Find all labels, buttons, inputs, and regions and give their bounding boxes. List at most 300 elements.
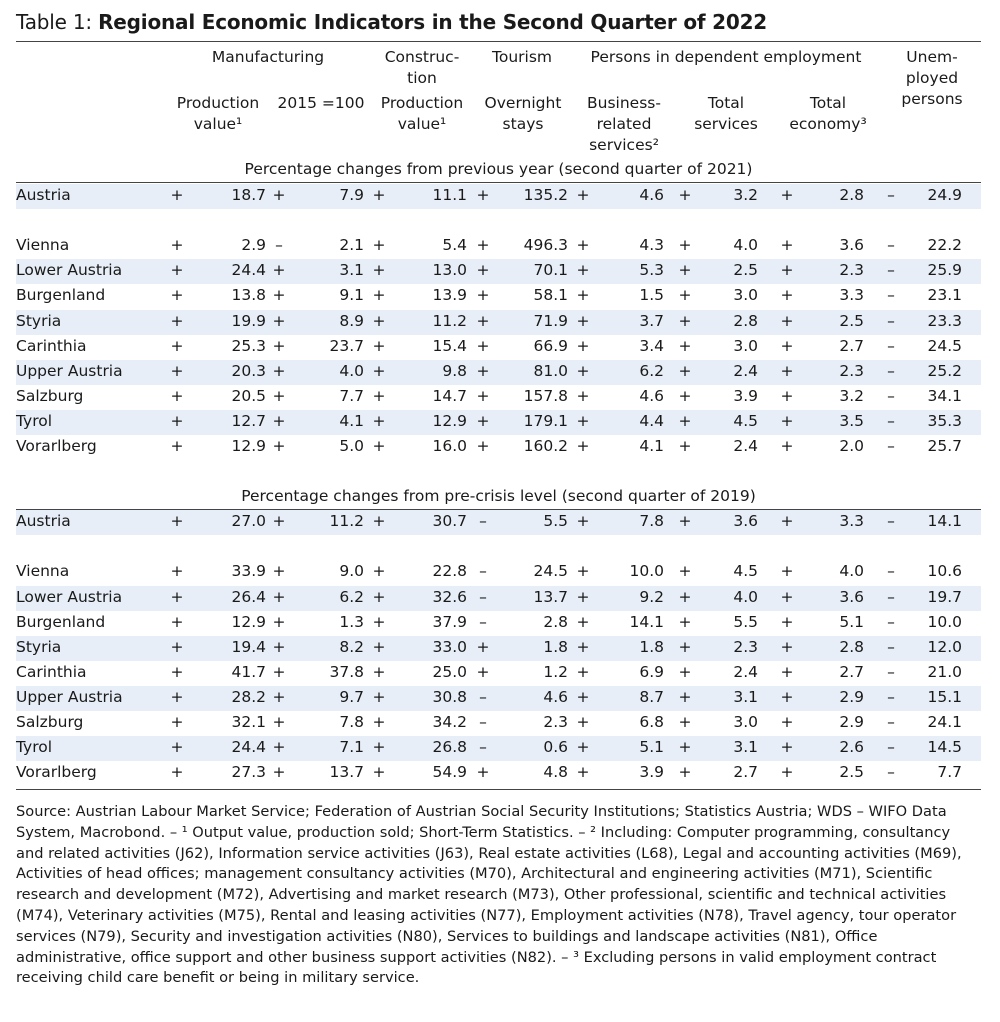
header-services-line1: Total bbox=[707, 94, 745, 112]
cell-value: 6.2 bbox=[339, 588, 364, 606]
cell-sign: – bbox=[887, 387, 895, 405]
cell-value: 25.0 bbox=[432, 663, 467, 681]
cell-sign: + bbox=[272, 562, 286, 580]
cell-value: 32.1 bbox=[231, 713, 266, 731]
table-row bbox=[16, 510, 981, 535]
cell-sign: + bbox=[476, 412, 490, 430]
cell-sign: + bbox=[576, 261, 590, 279]
header-business-line1: Business- bbox=[587, 94, 661, 112]
header-construction-value-line1: Production bbox=[380, 94, 464, 112]
cell-value: 7.8 bbox=[339, 713, 364, 731]
cell-value: 8.9 bbox=[339, 312, 364, 330]
cell-value: 66.9 bbox=[533, 337, 568, 355]
cell-sign: + bbox=[576, 437, 590, 455]
cell-sign: + bbox=[678, 613, 692, 631]
cell-value: 2.8 bbox=[839, 186, 864, 204]
table-row bbox=[16, 586, 981, 611]
header-unemployed-line1: Unem- bbox=[906, 48, 958, 66]
cell-value: 32.6 bbox=[432, 588, 467, 606]
header-economy-line2: economy³ bbox=[789, 115, 867, 133]
cell-value: 5.4 bbox=[442, 236, 467, 254]
cell-sign: + bbox=[576, 337, 590, 355]
cell-value: 14.7 bbox=[432, 387, 467, 405]
cell-value: 3.2 bbox=[733, 186, 758, 204]
cell-value: 4.8 bbox=[543, 763, 568, 781]
cell-sign: + bbox=[372, 588, 386, 606]
header-construction-value-line2: value¹ bbox=[397, 115, 447, 133]
cell-sign: + bbox=[678, 387, 692, 405]
cell-sign: + bbox=[372, 613, 386, 631]
table-row bbox=[16, 310, 981, 335]
cell-value: 16.0 bbox=[432, 437, 467, 455]
region-label: Burgenland bbox=[16, 286, 106, 304]
cell-value: 37.8 bbox=[329, 663, 364, 681]
cell-sign: – bbox=[887, 412, 895, 430]
table-title bbox=[16, 10, 767, 34]
cell-value: 2.3 bbox=[839, 261, 864, 279]
cell-sign: + bbox=[780, 638, 794, 656]
cell-sign: – bbox=[887, 763, 895, 781]
cell-sign: – bbox=[887, 613, 895, 631]
cell-value: 6.8 bbox=[639, 713, 664, 731]
cell-sign: + bbox=[372, 562, 386, 580]
cell-value: 2.4 bbox=[733, 437, 758, 455]
cell-value: 4.0 bbox=[733, 236, 758, 254]
region-label: Vienna bbox=[16, 236, 70, 254]
region-label: Upper Austria bbox=[16, 362, 123, 380]
cell-sign: + bbox=[678, 588, 692, 606]
cell-sign: – bbox=[887, 337, 895, 355]
header-economy-line1: Total bbox=[809, 94, 847, 112]
table-row bbox=[16, 410, 981, 435]
cell-sign: + bbox=[576, 738, 590, 756]
table-row bbox=[16, 335, 981, 360]
cell-value: 3.0 bbox=[733, 286, 758, 304]
header-tourism: Tourism bbox=[492, 48, 552, 66]
region-label: Austria bbox=[16, 186, 71, 204]
cell-sign: + bbox=[372, 437, 386, 455]
cell-sign: + bbox=[372, 738, 386, 756]
cell-sign: – bbox=[887, 186, 895, 204]
cell-sign: – bbox=[887, 562, 895, 580]
header-total-economy bbox=[778, 93, 878, 135]
cell-sign: + bbox=[780, 236, 794, 254]
bottom-rule bbox=[16, 789, 981, 790]
cell-sign: + bbox=[678, 437, 692, 455]
header-business-line3: services² bbox=[589, 136, 659, 154]
cell-value: 2.4 bbox=[733, 663, 758, 681]
cell-sign: + bbox=[576, 412, 590, 430]
cell-value: 2.9 bbox=[839, 688, 864, 706]
cell-sign: – bbox=[887, 437, 895, 455]
cell-value: 3.9 bbox=[639, 763, 664, 781]
cell-value: 3.1 bbox=[733, 738, 758, 756]
cell-sign: + bbox=[272, 387, 286, 405]
cell-value: 3.0 bbox=[733, 713, 758, 731]
cell-value: 3.2 bbox=[839, 387, 864, 405]
cell-value: 14.1 bbox=[629, 613, 664, 631]
cell-sign: + bbox=[170, 738, 184, 756]
cell-sign: + bbox=[576, 286, 590, 304]
cell-sign: + bbox=[780, 362, 794, 380]
cell-value: 13.8 bbox=[231, 286, 266, 304]
table-row bbox=[16, 736, 981, 761]
cell-value: 2.7 bbox=[733, 763, 758, 781]
cell-sign: + bbox=[678, 562, 692, 580]
cell-sign: + bbox=[372, 286, 386, 304]
header-production-value-line2: value¹ bbox=[193, 115, 243, 133]
cell-sign: + bbox=[372, 236, 386, 254]
cell-sign: – bbox=[887, 588, 895, 606]
cell-sign: + bbox=[170, 638, 184, 656]
header-construction-line1: Construc- bbox=[384, 48, 460, 66]
cell-value: 135.2 bbox=[523, 186, 568, 204]
cell-sign: + bbox=[476, 763, 490, 781]
region-label: Lower Austria bbox=[16, 261, 123, 279]
cell-sign: + bbox=[272, 713, 286, 731]
header-construction bbox=[372, 47, 472, 89]
cell-value: 157.8 bbox=[523, 387, 568, 405]
table-row bbox=[16, 435, 981, 460]
cell-sign: – bbox=[887, 236, 895, 254]
cell-sign: + bbox=[272, 763, 286, 781]
cell-sign: + bbox=[576, 763, 590, 781]
cell-value: 37.9 bbox=[432, 613, 467, 631]
cell-sign: + bbox=[372, 337, 386, 355]
cell-sign: + bbox=[576, 688, 590, 706]
table-row bbox=[16, 234, 981, 259]
cell-sign: + bbox=[780, 261, 794, 279]
cell-value: 12.0 bbox=[927, 638, 962, 656]
cell-sign: + bbox=[476, 337, 490, 355]
cell-value: 12.9 bbox=[432, 412, 467, 430]
cell-sign: – bbox=[887, 663, 895, 681]
region-label: Austria bbox=[16, 512, 71, 530]
cell-value: 2.1 bbox=[339, 236, 364, 254]
cell-value: 25.2 bbox=[927, 362, 962, 380]
cell-value: 15.1 bbox=[927, 688, 962, 706]
cell-sign: + bbox=[372, 387, 386, 405]
cell-sign: + bbox=[678, 663, 692, 681]
cell-value: 27.3 bbox=[231, 763, 266, 781]
cell-sign: – bbox=[275, 236, 283, 254]
region-label: Carinthia bbox=[16, 337, 87, 355]
cell-value: 1.3 bbox=[339, 613, 364, 631]
cell-value: 5.1 bbox=[839, 613, 864, 631]
table-row bbox=[16, 611, 981, 636]
cell-value: 26.4 bbox=[231, 588, 266, 606]
cell-value: 54.9 bbox=[432, 763, 467, 781]
header-business-line2: related bbox=[596, 115, 652, 133]
cell-value: 10.0 bbox=[629, 562, 664, 580]
cell-sign: + bbox=[476, 186, 490, 204]
cell-sign: + bbox=[476, 638, 490, 656]
cell-value: 4.1 bbox=[339, 412, 364, 430]
cell-value: 23.7 bbox=[329, 337, 364, 355]
cell-sign: + bbox=[170, 562, 184, 580]
cell-sign: + bbox=[476, 312, 490, 330]
cell-value: 25.9 bbox=[927, 261, 962, 279]
header-overnight-line1: Overnight bbox=[484, 94, 562, 112]
cell-sign: + bbox=[170, 236, 184, 254]
header-unemployed-line3: persons bbox=[901, 90, 963, 108]
header-employment: Persons in dependent employment bbox=[590, 48, 862, 66]
cell-value: 9.0 bbox=[339, 562, 364, 580]
cell-value: 23.3 bbox=[927, 312, 962, 330]
cell-sign: + bbox=[780, 738, 794, 756]
cell-value: 3.0 bbox=[733, 337, 758, 355]
region-label: Carinthia bbox=[16, 663, 87, 681]
cell-sign: + bbox=[576, 713, 590, 731]
cell-value: 4.1 bbox=[639, 437, 664, 455]
cell-sign: – bbox=[479, 613, 487, 631]
cell-value: 24.4 bbox=[231, 738, 266, 756]
cell-value: 26.8 bbox=[432, 738, 467, 756]
cell-sign: + bbox=[780, 437, 794, 455]
cell-value: 71.9 bbox=[533, 312, 568, 330]
cell-value: 18.7 bbox=[231, 186, 266, 204]
region-label: Tyrol bbox=[16, 412, 53, 430]
cell-value: 58.1 bbox=[533, 286, 568, 304]
cell-value: 11.1 bbox=[432, 186, 467, 204]
cell-sign: + bbox=[678, 763, 692, 781]
cell-value: 4.6 bbox=[639, 387, 664, 405]
cell-value: 19.9 bbox=[231, 312, 266, 330]
cell-sign: + bbox=[780, 688, 794, 706]
cell-sign: + bbox=[372, 362, 386, 380]
cell-sign: + bbox=[678, 261, 692, 279]
cell-sign: + bbox=[170, 387, 184, 405]
cell-sign: + bbox=[170, 613, 184, 631]
cell-sign: + bbox=[576, 186, 590, 204]
cell-sign: – bbox=[887, 261, 895, 279]
cell-sign: + bbox=[780, 713, 794, 731]
cell-value: 3.6 bbox=[839, 236, 864, 254]
cell-sign: + bbox=[272, 337, 286, 355]
cell-sign: + bbox=[576, 236, 590, 254]
cell-value: 2.9 bbox=[241, 236, 266, 254]
cell-value: 2.3 bbox=[733, 638, 758, 656]
cell-sign: + bbox=[780, 387, 794, 405]
cell-sign: + bbox=[272, 512, 286, 530]
cell-sign: + bbox=[272, 412, 286, 430]
cell-sign: + bbox=[780, 186, 794, 204]
cell-sign: + bbox=[780, 763, 794, 781]
cell-sign: + bbox=[678, 337, 692, 355]
cell-sign: + bbox=[780, 312, 794, 330]
table-title-text: Regional Economic Indicators in the Second Quarter of 2022 bbox=[98, 10, 768, 34]
header-manufacturing: Manufacturing bbox=[211, 48, 325, 66]
cell-value: 2.6 bbox=[839, 738, 864, 756]
cell-sign: + bbox=[476, 387, 490, 405]
cell-value: 6.2 bbox=[639, 362, 664, 380]
cell-value: 28.2 bbox=[231, 688, 266, 706]
cell-sign: + bbox=[272, 261, 286, 279]
cell-sign: + bbox=[476, 236, 490, 254]
cell-value: 3.3 bbox=[839, 512, 864, 530]
cell-sign: + bbox=[678, 638, 692, 656]
cell-sign: + bbox=[372, 312, 386, 330]
cell-sign: + bbox=[476, 261, 490, 279]
cell-sign: + bbox=[780, 588, 794, 606]
cell-value: 9.1 bbox=[339, 286, 364, 304]
region-label: Vorarlberg bbox=[16, 437, 97, 455]
cell-value: 2.4 bbox=[733, 362, 758, 380]
table-row bbox=[16, 686, 981, 711]
cell-value: 7.7 bbox=[339, 387, 364, 405]
cell-sign: + bbox=[780, 412, 794, 430]
cell-value: 2.8 bbox=[733, 312, 758, 330]
table-row bbox=[16, 711, 981, 736]
cell-value: 496.3 bbox=[523, 236, 568, 254]
cell-value: 22.2 bbox=[927, 236, 962, 254]
cell-sign: + bbox=[272, 588, 286, 606]
cell-sign: + bbox=[678, 688, 692, 706]
cell-sign: + bbox=[780, 512, 794, 530]
cell-value: 8.7 bbox=[639, 688, 664, 706]
cell-sign: + bbox=[576, 312, 590, 330]
cell-value: 3.9 bbox=[733, 387, 758, 405]
cell-value: 24.9 bbox=[927, 186, 962, 204]
cell-value: 7.7 bbox=[937, 763, 962, 781]
cell-sign: + bbox=[272, 663, 286, 681]
cell-value: 13.0 bbox=[432, 261, 467, 279]
header-production-value bbox=[168, 93, 268, 135]
cell-value: 179.1 bbox=[523, 412, 568, 430]
table-number: Table 1: bbox=[16, 10, 99, 34]
header-unemployed bbox=[884, 47, 980, 110]
cell-sign: – bbox=[479, 588, 487, 606]
cell-value: 34.2 bbox=[432, 713, 467, 731]
cell-sign: + bbox=[678, 362, 692, 380]
cell-value: 24.4 bbox=[231, 261, 266, 279]
cell-sign: – bbox=[887, 638, 895, 656]
cell-value: 3.3 bbox=[839, 286, 864, 304]
section1-caption: Percentage changes from previous year (second quarter of 2021) bbox=[244, 160, 753, 178]
cell-sign: + bbox=[170, 688, 184, 706]
cell-value: 7.8 bbox=[639, 512, 664, 530]
cell-sign: + bbox=[576, 387, 590, 405]
cell-value: 24.5 bbox=[533, 562, 568, 580]
cell-value: 1.2 bbox=[543, 663, 568, 681]
cell-value: 2.8 bbox=[543, 613, 568, 631]
cell-sign: + bbox=[372, 261, 386, 279]
header-unemployed-line2: ployed bbox=[905, 69, 959, 87]
cell-value: 33.0 bbox=[432, 638, 467, 656]
cell-value: 2.9 bbox=[839, 713, 864, 731]
cell-sign: + bbox=[780, 286, 794, 304]
cell-value: 9.2 bbox=[639, 588, 664, 606]
cell-value: 1.8 bbox=[543, 638, 568, 656]
cell-value: 12.9 bbox=[231, 613, 266, 631]
region-label: Salzburg bbox=[16, 387, 84, 405]
table-row bbox=[16, 661, 981, 686]
cell-value: 1.8 bbox=[639, 638, 664, 656]
header-construction-line2: tion bbox=[407, 69, 437, 87]
cell-value: 35.3 bbox=[927, 412, 962, 430]
cell-value: 4.6 bbox=[543, 688, 568, 706]
cell-sign: + bbox=[170, 437, 184, 455]
cell-value: 3.4 bbox=[639, 337, 664, 355]
cell-value: 4.0 bbox=[339, 362, 364, 380]
cell-sign: – bbox=[887, 286, 895, 304]
header-services-line2: services bbox=[694, 115, 758, 133]
cell-sign: + bbox=[576, 663, 590, 681]
cell-sign: + bbox=[576, 613, 590, 631]
cell-value: 3.5 bbox=[839, 412, 864, 430]
cell-value: 25.7 bbox=[927, 437, 962, 455]
cell-sign: – bbox=[479, 738, 487, 756]
cell-value: 0.6 bbox=[543, 738, 568, 756]
cell-value: 5.1 bbox=[639, 738, 664, 756]
cell-value: 3.1 bbox=[733, 688, 758, 706]
cell-sign: – bbox=[887, 738, 895, 756]
cell-sign: + bbox=[272, 362, 286, 380]
cell-value: 11.2 bbox=[432, 312, 467, 330]
cell-sign: – bbox=[887, 688, 895, 706]
region-label: Styria bbox=[16, 638, 62, 656]
cell-sign: + bbox=[678, 236, 692, 254]
cell-sign: + bbox=[780, 663, 794, 681]
cell-sign: + bbox=[476, 362, 490, 380]
cell-value: 160.2 bbox=[523, 437, 568, 455]
cell-sign: – bbox=[887, 362, 895, 380]
cell-sign: + bbox=[780, 562, 794, 580]
cell-sign: + bbox=[476, 663, 490, 681]
cell-sign: + bbox=[678, 312, 692, 330]
cell-value: 4.6 bbox=[639, 186, 664, 204]
cell-value: 2.0 bbox=[839, 437, 864, 455]
cell-value: 7.1 bbox=[339, 738, 364, 756]
table-row bbox=[16, 360, 981, 385]
header-total-services bbox=[678, 93, 774, 135]
region-label: Vienna bbox=[16, 562, 70, 580]
cell-value: 34.1 bbox=[927, 387, 962, 405]
cell-sign: + bbox=[272, 688, 286, 706]
cell-value: 30.7 bbox=[432, 512, 467, 530]
cell-sign: – bbox=[479, 512, 487, 530]
cell-sign: + bbox=[170, 713, 184, 731]
cell-sign: + bbox=[170, 337, 184, 355]
cell-sign: + bbox=[272, 638, 286, 656]
cell-value: 2.8 bbox=[839, 638, 864, 656]
cell-value: 33.9 bbox=[231, 562, 266, 580]
region-label: Tyrol bbox=[16, 738, 53, 756]
region-label: Styria bbox=[16, 312, 62, 330]
cell-sign: – bbox=[479, 562, 487, 580]
cell-value: 4.5 bbox=[733, 562, 758, 580]
cell-sign: + bbox=[170, 763, 184, 781]
cell-sign: – bbox=[479, 688, 487, 706]
cell-sign: + bbox=[372, 186, 386, 204]
cell-value: 5.0 bbox=[339, 437, 364, 455]
cell-value: 13.7 bbox=[533, 588, 568, 606]
cell-value: 27.0 bbox=[231, 512, 266, 530]
cell-value: 3.7 bbox=[639, 312, 664, 330]
cell-value: 6.9 bbox=[639, 663, 664, 681]
header-overnight-stays bbox=[476, 93, 570, 135]
cell-sign: + bbox=[372, 638, 386, 656]
cell-sign: + bbox=[476, 286, 490, 304]
cell-value: 2.7 bbox=[839, 337, 864, 355]
cell-sign: + bbox=[576, 512, 590, 530]
cell-sign: + bbox=[170, 412, 184, 430]
header-business-services bbox=[574, 93, 674, 156]
cell-value: 4.0 bbox=[733, 588, 758, 606]
cell-sign: + bbox=[372, 688, 386, 706]
section1-rule bbox=[16, 182, 981, 183]
cell-sign: + bbox=[678, 512, 692, 530]
